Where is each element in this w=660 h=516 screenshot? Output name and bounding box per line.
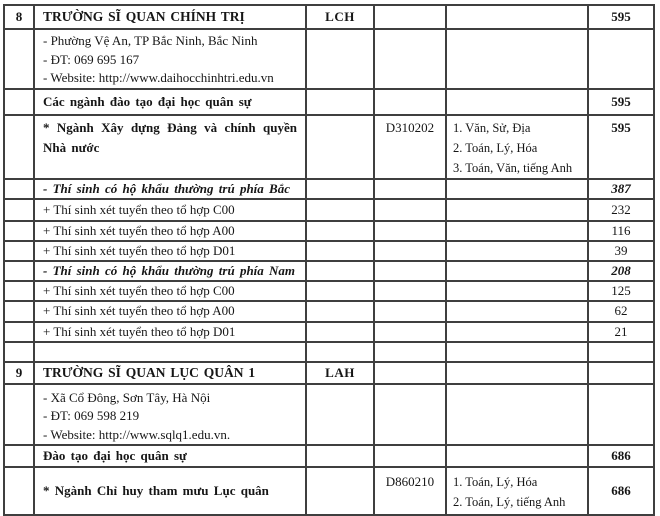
major-code-cell: [374, 281, 446, 301]
school-code-cell: [306, 261, 374, 281]
school-name-cell: TRƯỜNG SĨ QUAN LỤC QUÂN 1: [34, 362, 306, 384]
subjects-cell: [446, 362, 588, 384]
major-code-cell: [374, 342, 446, 362]
school-number-cell: [4, 322, 34, 342]
school-number-cell: 9: [4, 362, 34, 384]
quota-cell: [588, 29, 654, 89]
combo-row: [4, 241, 654, 261]
empty-cell: [34, 342, 306, 362]
school-code-cell: [306, 342, 374, 362]
subjects-cell: [446, 221, 588, 241]
major-code-cell: [374, 322, 446, 342]
major-code-cell: [374, 384, 446, 446]
document-page: [0, 4, 660, 509]
quota-cell: [588, 384, 654, 446]
major-code-cell: [374, 199, 446, 221]
major-code-cell: [374, 179, 446, 199]
major-name-cell: [34, 115, 306, 179]
quota-cell: 116: [588, 221, 654, 241]
combo-label-cell: + Thí sinh xét tuyển theo tổ hợp C00: [34, 199, 306, 221]
subject-combo-line: 1. Toán, Lý, Hóa: [453, 475, 538, 489]
school-header-row: [4, 362, 654, 384]
quota-cell: [588, 362, 654, 384]
subject-combo-line: 2. Toán, Lý, tiếng Anh: [453, 495, 566, 509]
subject-combo-line: 2. Toán, Lý, Hóa: [453, 140, 538, 155]
quota-cell: 62: [588, 301, 654, 322]
subjects-cell: [446, 342, 588, 362]
school-header-row: [4, 5, 654, 29]
subjects-cell: [446, 384, 588, 446]
combo-row: [4, 301, 654, 322]
combo-label-cell: + Thí sinh xét tuyển theo tổ hợp A00: [34, 301, 306, 322]
section-title-cell: Đào tạo đại học quân sự: [34, 445, 306, 467]
quota-cell: [588, 342, 654, 362]
major-code-cell: D310202: [374, 115, 446, 179]
major-name-line: Nhà nước: [43, 139, 100, 155]
major-code-cell: [374, 221, 446, 241]
section-title-cell: Các ngành đào tạo đại học quân sự: [34, 89, 306, 115]
school-number-cell: [4, 301, 34, 322]
subjects-cell: [446, 467, 588, 515]
subjects-cell: [446, 115, 588, 179]
school-code-cell: [306, 221, 374, 241]
major-name-line: * Ngành Xây dựng Đảng và chính quyền: [43, 119, 297, 135]
school-number-cell: [4, 179, 34, 199]
school-number-cell: [4, 467, 34, 515]
major-code-cell: [374, 5, 446, 29]
school-number-cell: [4, 261, 34, 281]
school-number-cell: [4, 29, 34, 89]
region-row: [4, 179, 654, 199]
subjects-cell: [446, 281, 588, 301]
subjects-cell: [446, 29, 588, 89]
subjects-cell: [446, 322, 588, 342]
school-number-cell: [4, 342, 34, 362]
major-name-cell: * Ngành Chỉ huy tham mưu Lục quân: [34, 467, 306, 515]
major-code-cell: [374, 301, 446, 322]
section-row: [4, 445, 654, 467]
school-code-cell: [306, 281, 374, 301]
region-label-cell: - Thí sinh có hộ khẩu thường trú phía Bắc: [34, 179, 306, 199]
major-code-cell: [374, 445, 446, 467]
region-label-cell: - Thí sinh có hộ khẩu thường trú phía Nam: [34, 261, 306, 281]
address-line: - Phường Vệ An, TP Bắc Ninh, Bắc Ninh: [43, 33, 258, 48]
quota-cell: 595: [588, 5, 654, 29]
combo-label-cell: + Thí sinh xét tuyển theo tổ hợp D01: [34, 322, 306, 342]
school-code-cell: [306, 301, 374, 322]
major-code-cell: [374, 362, 446, 384]
major-code-cell: [374, 29, 446, 89]
school-code-cell: LAH: [306, 362, 374, 384]
school-name-cell: TRƯỜNG SĨ QUAN CHÍNH TRỊ: [34, 5, 306, 29]
subjects-cell: [446, 241, 588, 261]
quota-cell: 39: [588, 241, 654, 261]
combo-row: [4, 199, 654, 221]
school-code-cell: [306, 115, 374, 179]
quota-cell: 387: [588, 179, 654, 199]
school-code-cell: [306, 241, 374, 261]
empty-row: [4, 342, 654, 362]
major-code-cell: [374, 261, 446, 281]
school-number-cell: [4, 199, 34, 221]
major-code-cell: [374, 241, 446, 261]
admissions-table: [3, 4, 655, 516]
school-code-cell: [306, 467, 374, 515]
address-row: [4, 384, 654, 446]
school-number-cell: 8: [4, 5, 34, 29]
combo-row: [4, 221, 654, 241]
major-row: [4, 115, 654, 179]
subjects-cell: [446, 89, 588, 115]
quota-cell: 21: [588, 322, 654, 342]
subjects-cell: [446, 261, 588, 281]
major-code-cell: [374, 89, 446, 115]
school-code-cell: [306, 199, 374, 221]
region-row: [4, 261, 654, 281]
phone-line: - ĐT: 069 695 167: [43, 51, 140, 67]
school-code-cell: LCH: [306, 5, 374, 29]
school-number-cell: [4, 281, 34, 301]
quota-cell: 232: [588, 199, 654, 221]
school-code-cell: [306, 179, 374, 199]
subjects-cell: [446, 5, 588, 29]
subjects-cell: [446, 445, 588, 467]
quota-cell: 686: [588, 445, 654, 467]
combo-row: [4, 322, 654, 342]
address-cell: [34, 384, 306, 446]
school-number-cell: [4, 241, 34, 261]
subject-combo-line: 1. Văn, Sử, Địa: [453, 120, 531, 135]
school-number-cell: [4, 384, 34, 446]
major-row: [4, 467, 654, 515]
quota-cell: 208: [588, 261, 654, 281]
school-code-cell: [306, 89, 374, 115]
address-row: [4, 29, 654, 89]
website-line: - Website: http://www.daihocchinhtri.edu.vn: [43, 70, 274, 85]
school-number-cell: [4, 115, 34, 179]
section-row: [4, 89, 654, 115]
school-code-cell: [306, 322, 374, 342]
school-code-cell: [306, 384, 374, 446]
school-number-cell: [4, 445, 34, 467]
school-code-cell: [306, 29, 374, 89]
subjects-cell: [446, 301, 588, 322]
major-code-cell: D860210: [374, 467, 446, 515]
combo-label-cell: + Thí sinh xét tuyển theo tổ hợp C00: [34, 281, 306, 301]
subject-combo-line: 3. Toán, Văn, tiếng Anh: [453, 160, 573, 175]
school-number-cell: [4, 221, 34, 241]
school-code-cell: [306, 445, 374, 467]
combo-label-cell: + Thí sinh xét tuyển theo tổ hợp A00: [34, 221, 306, 241]
address-line: - Xã Cổ Đông, Sơn Tây, Hà Nội: [43, 389, 211, 405]
quota-cell: 686: [588, 467, 654, 515]
quota-cell: 595: [588, 89, 654, 115]
school-number-cell: [4, 89, 34, 115]
quota-cell: 595: [588, 115, 654, 179]
combo-label-cell: + Thí sinh xét tuyển theo tổ hợp D01: [34, 241, 306, 261]
combo-row: [4, 281, 654, 301]
website-line: - Website: http://www.sqlq1.edu.vn.: [43, 426, 231, 442]
subjects-cell: [446, 179, 588, 199]
subjects-cell: [446, 199, 588, 221]
quota-cell: 125: [588, 281, 654, 301]
phone-line: - ĐT: 069 598 219: [43, 408, 140, 423]
address-cell: [34, 29, 306, 89]
